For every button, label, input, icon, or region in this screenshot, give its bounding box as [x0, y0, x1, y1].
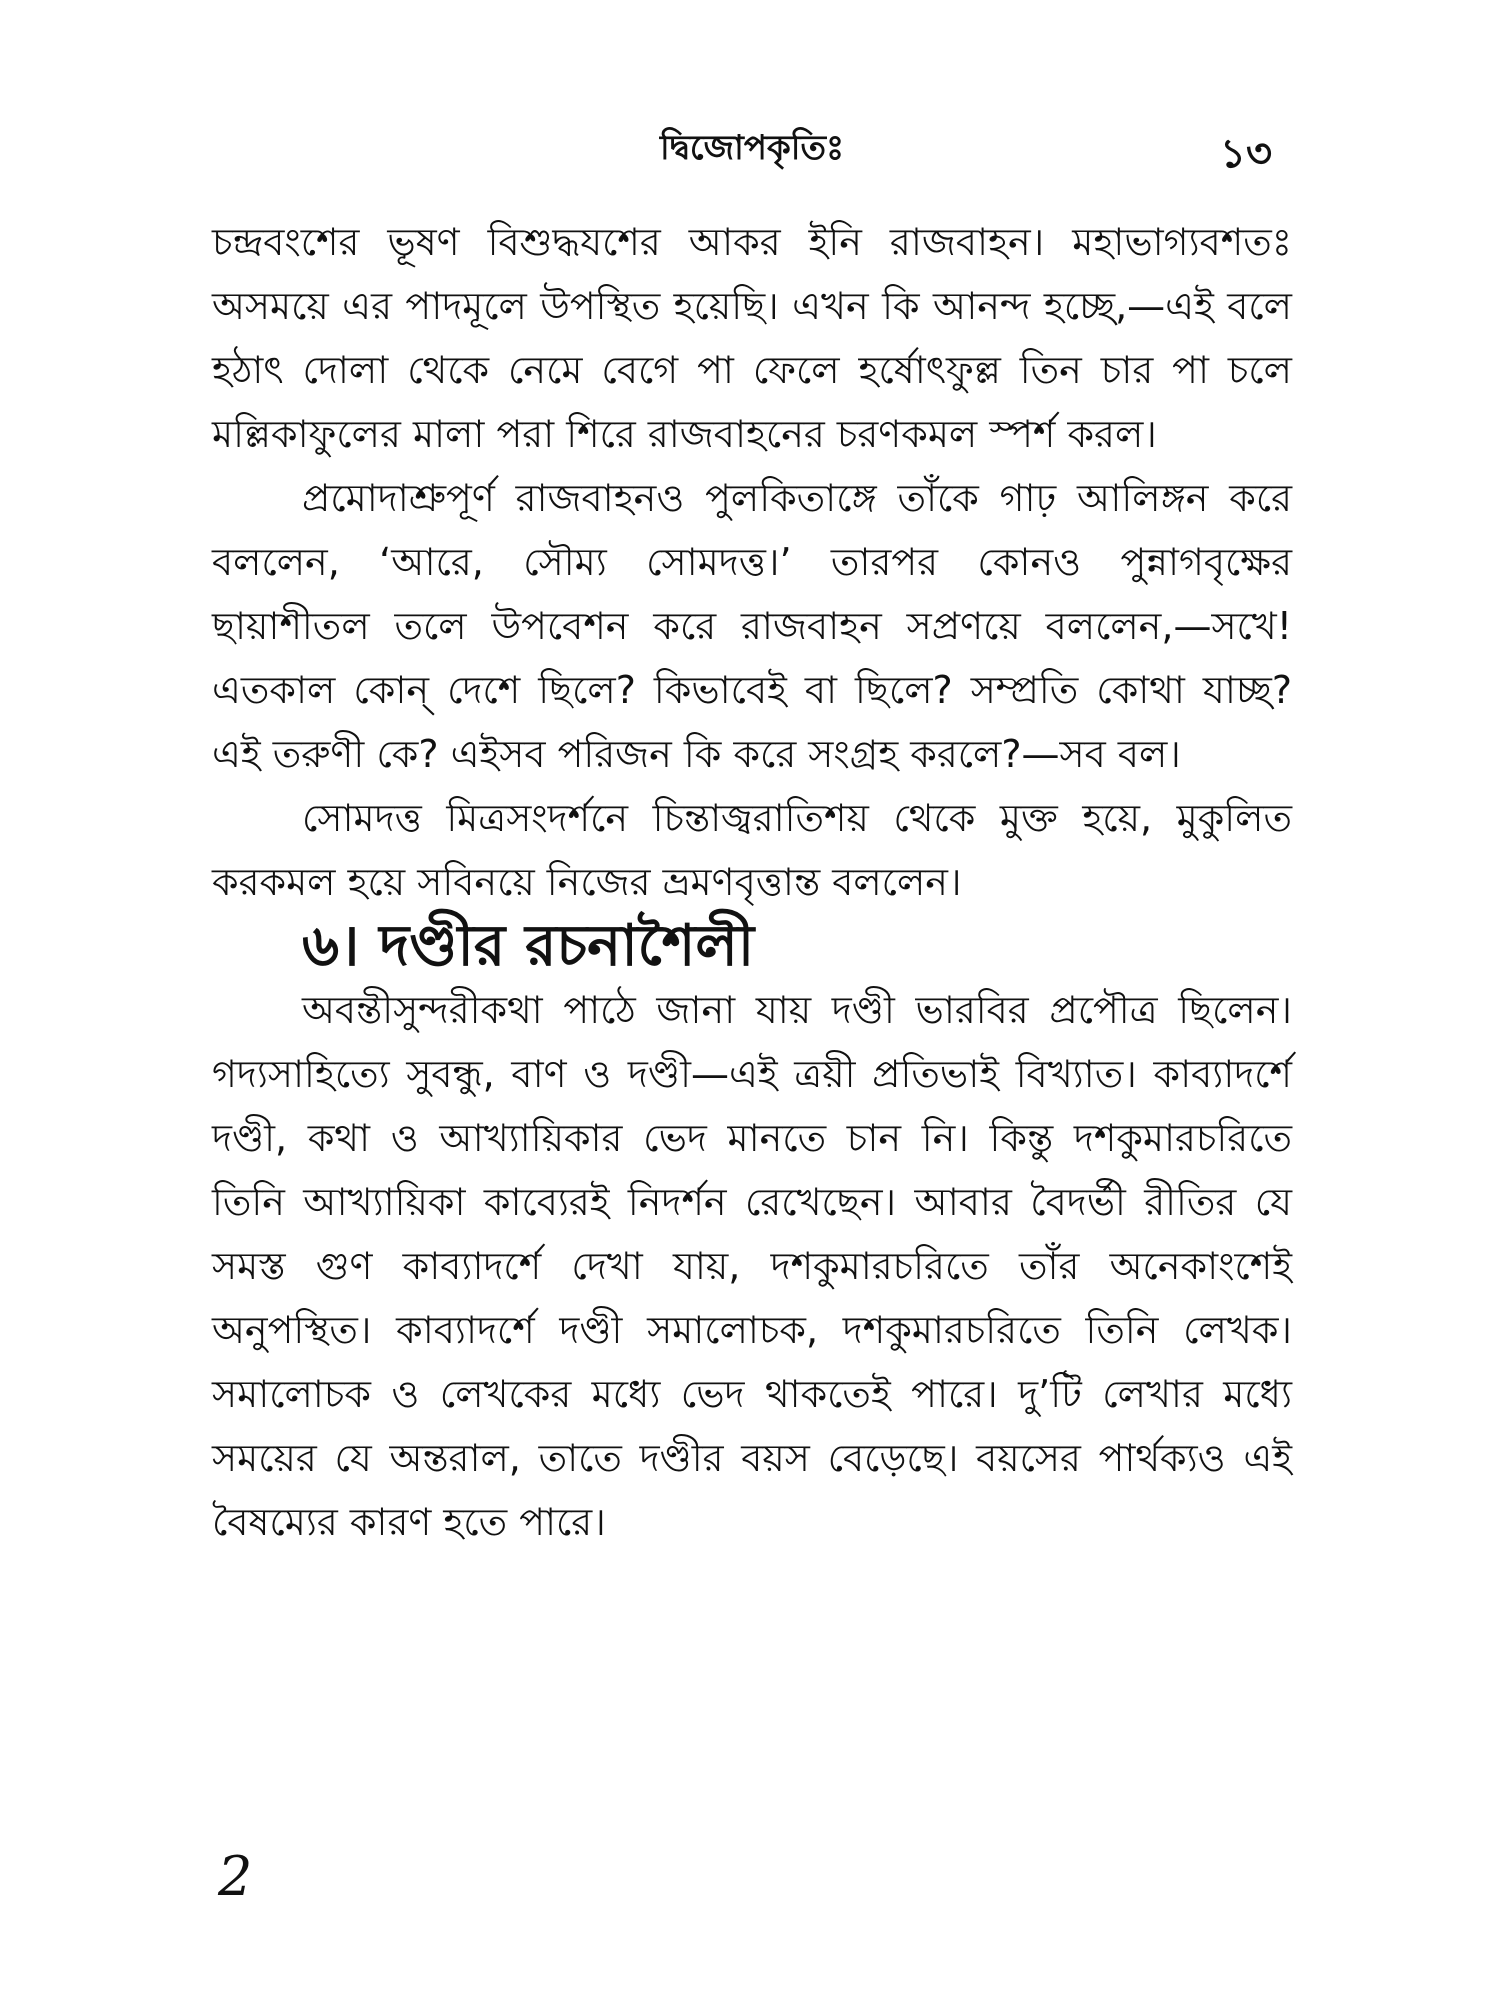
running-head: দ্বিজোপকৃতিঃ [660, 128, 845, 168]
page-body [212, 210, 1292, 1554]
page-number: ১৩ [1220, 131, 1272, 177]
paragraph-3: সোমদত্ত মিত্রসংদর্শনে চিন্তাজ্বরাতিশয় থেকে মুক্ত হয়ে, মুকুলিত করকমল হয়ে সবিনয়ে নিজের ভ্রমণবৃত্তান্ত বললেন। [212, 796, 1292, 904]
section-heading: ৬। দণ্ডীর রচনাশৈলী [302, 913, 755, 979]
section-paragraph: অবন্তীসুন্দরীকথা পাঠে জানা যায় দণ্ডী ভারবির প্রপৌত্র ছিলেন। গদ্যসাহিত্যে সুবন্ধু, বাণ ও দণ্ডী—এই ত্রয়ী প্রতিভাই বিখ্যাত। কাব্যাদর্শে দণ্ডী, কথা ও আখ্যায়িকার ভেদ মানতে চান নি। কিন্তু দশকুমারচরিতে তিনি আখ্যায়িকা কাব্যেরই নিদর্শন রেখেছেন। আবার বৈদর্ভী রীতির যে সমস্ত গুণ কাব্যাদর্শে দেখা যায়, দশকুমারচরিতে তাঁর অনেকাংশেই অনুপস্থিত। কাব্যাদর্শে দণ্ডী সমালোচক, দশকুমারচরিতে তিনি লেখক। সমালোচক ও লেখকের মধ্যে ভেদ থাকতেই পারে। দু’টি লেখার মধ্যে সময়ের যে অন্তরাল, তাতে দণ্ডীর বয়স বেড়েছে। বয়সের পার্থক্যও এই বৈষম্যের কারণ হতে পারে। [212, 988, 1292, 1544]
paragraph-2: প্রমোদাশ্রুপূর্ণ রাজবাহনও পুলকিতাঙ্গে তাঁকে গাঢ় আলিঙ্গন করে বললেন, ‘আরে, সৌম্য সোমদত্ত।’ তারপর কোনও পুন্নাগবৃক্ষের ছায়াশীতল তলে উপবেশন করে রাজবাহন সপ্রণয়ে বললেন,—সখে! এতকাল কোন্ দেশে ছিলে? কিভাবেই বা ছিলে? সম্প্রতি কোথা যাচ্ছ? এই তরুণী কে? এইসব পরিজন কি করে সংগ্রহ করলে?—সব বল। [212, 476, 1292, 776]
paragraph-1: চন্দ্রবংশের ভূষণ বিশুদ্ধযশের আকর ইনি রাজবাহন। মহাভাগ্যবশতঃ অসময়ে এর পাদমূলে উপস্থিত হয়েছি। এখন কি আনন্দ হচ্ছে,—এই বলে হঠাৎ দোলা থেকে নেমে বেগে পা ফেলে হর্ষোৎফুল্ল তিন চার পা চলে মল্লিকাফুলের মালা পরা শিরে রাজবাহনের চরণকমল স্পর্শ করল। [212, 220, 1292, 456]
page-header [0, 122, 1500, 182]
signature-mark: 2 [218, 1845, 253, 1908]
